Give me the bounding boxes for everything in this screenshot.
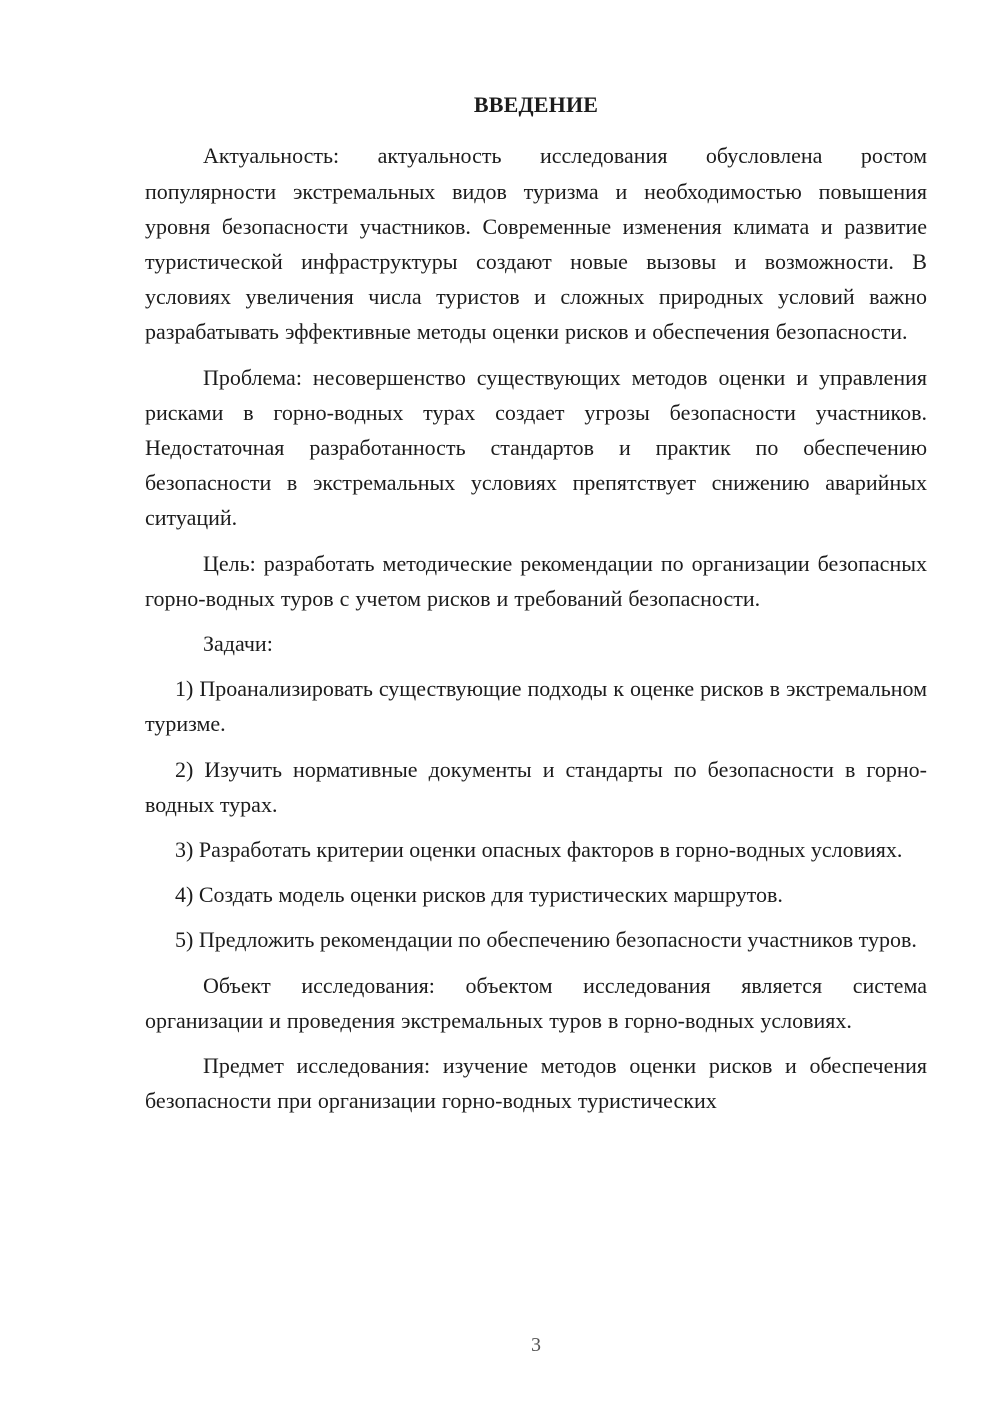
tasks-label: Задачи: [203, 631, 273, 657]
paragraph-subject: Предмет исследования: изучение методов оценки рисков и обеспечения безопасности при организации горно-водных туристических [145, 1053, 927, 1114]
task-text: Разработать критерии оценки опасных факторов в горно-водных условиях. [198, 837, 903, 863]
task-number: 3) [175, 837, 194, 863]
page-heading: ВВЕДЕНИЕ [473, 92, 599, 117]
task-item-3 [145, 832, 927, 867]
task-item-1 [145, 671, 927, 741]
task-text: Проанализировать существующие подходы к оценке рисков в экстремальном туризме. [145, 676, 927, 737]
task-number: 5) [175, 927, 194, 953]
page-number: 3 [531, 1334, 541, 1356]
paragraph-relevance: Актуальность: актуальность исследования обусловлена ростом популярности экстремальных видов туризма и необходимостью повышения уровня безопасности участников. Современные изменения климата и развитие туристической инфраструктуры создают новые вызовы и возможности. В условиях увеличения числа туристов и сложных природных условий важно разрабатывать эффективные методы оценки рисков и обеспечения безопасности. [145, 143, 927, 345]
task-text: Изучить нормативные документы и стандарты по безопасности в горно-водных турах. [145, 756, 927, 817]
paragraph-problem: Проблема: несовершенство существующих методов оценки и управления рисками в горно-водных турах создает угрозы безопасности участников. Недостаточная разработанность стандартов и практик по обеспечению безопасности в экстремальных условиях препятствует снижению аварийных ситуаций. [145, 364, 927, 531]
task-item-4 [145, 877, 927, 912]
task-item-5 [145, 922, 927, 957]
task-text: Предложить рекомендации по обеспечению безопасности участников туров. [198, 927, 917, 953]
paragraph-goal: Цель: разработать методические рекомендации по организации безопасных горно-водных туров с учетом рисков и требований безопасности. [145, 550, 927, 611]
paragraph-object: Объект исследования: объектом исследования является система организации и проведения экстремальных туров в горно-водных условиях. [145, 972, 927, 1033]
task-item-2 [145, 752, 927, 822]
task-number: 2) [175, 756, 194, 782]
task-number: 4) [175, 882, 194, 908]
task-number: 1) [175, 676, 194, 702]
task-text: Создать модель оценки рисков для туристических маршрутов. [198, 882, 783, 908]
document-page [145, 92, 927, 1128]
